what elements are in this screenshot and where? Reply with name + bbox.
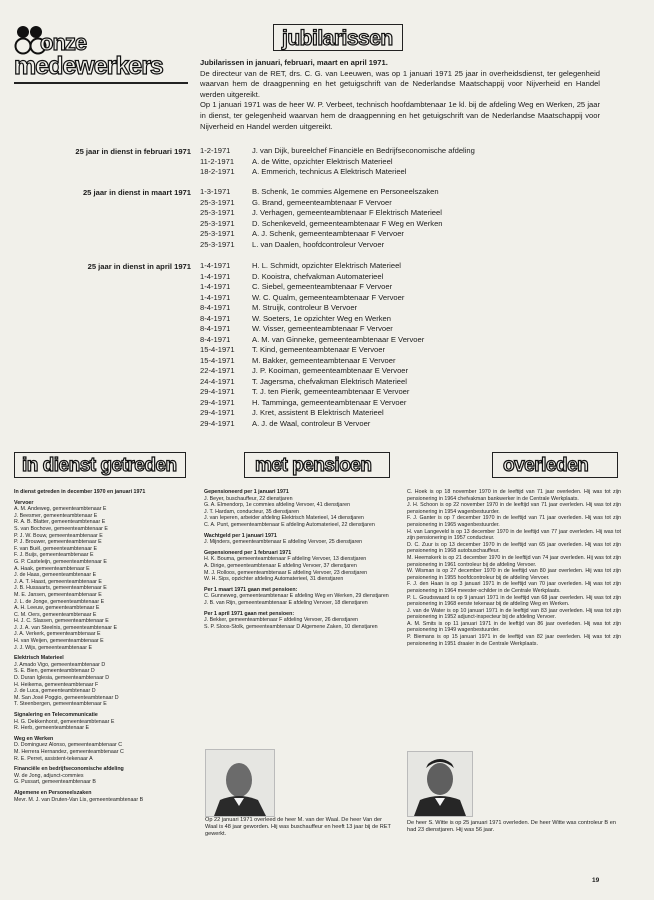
pension-entry: A. Dirige, gemeenteambtenaar E afdeling Vervoer, 37 dienstjaren [204, 562, 357, 569]
staff-entry: H. Heikema, gemeenteambtenaar F [14, 681, 99, 688]
jubilee-date: 29-4-1971 [200, 387, 235, 396]
jubilee-name: B. Schenk, 1e commies Algemene en Personeelszaken [252, 187, 439, 196]
group-subheading: Vervoer [14, 499, 34, 506]
group-heading: Gepensioneerd per 1 februari 1971 [204, 549, 292, 556]
obituary-entry: D. C. Zuur is op 13 december 1970 in de leeftijd van 65 jaar overleden. Hij was tot zijn pensionering in 1968 autobuschauffeur. [407, 541, 621, 555]
jubilee-name: T. J. ten Pierik, gemeenteambtenaar E Vervoer [252, 387, 410, 396]
overleden-header [492, 452, 618, 478]
staff-entry: G. P. Casteleijn, gemeenteambtenaar E [14, 558, 107, 565]
pension-entry: M. J. Rolloos, gemeenteambtenaar E afdeling Vervoer, 23 dienstjaren [204, 569, 368, 576]
jubilee-row [200, 261, 424, 272]
jubilee-row [200, 293, 424, 304]
jubilee-date: 8-4-1971 [200, 324, 231, 333]
jubilee-date: 1-4-1971 [200, 292, 231, 302]
jubilee-row [200, 387, 424, 398]
jubilee-name: W. Visser, gemeenteambtenaar F Vervoer [252, 324, 393, 333]
jubilee-name: C. Siebel, gemeenteambtenaar F Vervoer [252, 282, 393, 291]
staff-entry: J. Amado Vigo, gemeenteambtenaar D [14, 661, 106, 668]
jubilee-row [200, 345, 424, 356]
jubilee-date: 8-4-1971 [200, 334, 231, 344]
jubilee-row [200, 377, 424, 388]
jubilee-date: 25-3-1971 [200, 218, 235, 228]
group-heading: Elektrisch Materieel [14, 655, 64, 662]
staff-entry: J. A. Verkerk, gemeenteambtenaar E [14, 631, 101, 638]
pension-entry: J. T. Hardam, conducteur, 35 dienstjaren [204, 508, 300, 515]
jubilee-row [200, 303, 424, 314]
group-heading: Financiële en bedrijfseconomische afdeling [14, 766, 124, 773]
obituary-entry: J. H. Schoon is op 22 november 1970 in de leeftijd van 71 jaar overleden. Hij was tot zijn pensionering in 1954 wagenbestuurder. [407, 502, 621, 515]
staff-entry: R. A. B. Blatter, gemeenteambtenaar E [14, 519, 106, 526]
group-heading: Per 1 maart 1971 gaan met pensioen: [204, 586, 298, 593]
intro-heading: Jubilarissen in januari, februari, maart en april 1971. [200, 58, 388, 67]
pension-entry: J. van Ieperen, arbeider afdeling Elektrisch Materieel, 14 dienstjaren [204, 515, 364, 522]
pension-entry: S. P. Sloos-Stolk, gemeenteambtenaar D Algemene Zaken, 10 dienstjaren [204, 623, 378, 630]
portrait-man-icon [408, 752, 472, 816]
jubilee-date: 22-4-1971 [200, 366, 235, 375]
staff-entry: M. Herrera Hernandez, gemeenteambtenaar C [14, 748, 124, 755]
in-dienst-header [14, 452, 186, 478]
group-heading: Weg en Werken [14, 735, 54, 742]
jubilee-row [200, 366, 424, 377]
portrait-witte [407, 751, 473, 817]
staff-entry: J. de Luca, gemeenteambtenaar D [14, 688, 96, 695]
staff-entry: M. E. Jansen, gemeenteambtenaar E [14, 591, 102, 598]
staff-entry: A. Haak, gemeenteambtenaar E [14, 565, 90, 572]
staff-entry: H. J. C. Slassen, gemeenteambtenaar E [14, 618, 109, 625]
caption-right: De heer S. Witte is op 25 januari 1971 overleden. De heer Witte was controleur B en had 23 dienstjaren. Hij was 56 jaar. [407, 820, 616, 833]
jubilee-date: 11-2-1971 [200, 156, 235, 166]
staff-entry: J. Beesmer, gemeenteambtenaar E [14, 512, 98, 519]
logo-underline [14, 82, 188, 84]
jubilee-row [200, 240, 443, 251]
jubilee-name: A. Emmerich, technicus A Elektrisch Materieel [252, 167, 407, 176]
staff-entry: J. de Haas, gemeenteambtenaar E [14, 572, 97, 579]
jubilee-row [200, 208, 443, 219]
staff-entry: M. San José Poggio, gemeenteambtenaar D [14, 694, 119, 701]
staff-entry: R. E. Perret, assistent-tekenaar A [14, 755, 93, 762]
jubilee-name: J. Kret, assistent B Elektrisch Materieel [252, 408, 384, 417]
jubilee-date: 8-4-1971 [200, 313, 231, 323]
jubilee-date: 24-4-1971 [200, 376, 235, 386]
intro-text [200, 58, 600, 132]
jubilee-name: L. van Daalen, hoofdcontroleur Vervoer [252, 239, 385, 249]
obituary-entry: P. L. Goudswaard is op 9 januari 1971 in de leeftijd van 68 jaar overleden. Hij was tot zijn pensionering in 1968 eerste tekenaar bij de afdeling Weg en Werken. [407, 594, 621, 608]
section-label-mar: 25 jaar in dienst in maart 1971 [82, 188, 191, 197]
page-number: 19 [592, 877, 600, 884]
jubilee-name: M. Struijk, controleur B Vervoer [252, 303, 358, 312]
jubilee-name: J. van Dijk, bureelchef Financiële en Bedrijfseconomische afdeling [252, 146, 475, 155]
jubilee-date: 15-4-1971 [200, 355, 235, 365]
onze-medewerkers-logo [14, 24, 188, 86]
jubilee-name: D. Schenkeveld, gemeenteambtenaar F Weg en Werken [252, 218, 443, 228]
overleden-title: overleden [503, 455, 589, 476]
obituary-entry: H. van Langeveld is op 13 december 1970 in de leeftijd van 77 jaar overleden. Hij was tot zijn pensionering in 1957 conducteur. [407, 528, 621, 542]
logo-line1: onze [40, 30, 87, 55]
staff-entry: A. M. Andeweg, gemeenteambtenaar E [14, 506, 107, 513]
staff-entry: G. Pussart, gemeenteambtenaar B [14, 779, 96, 786]
staff-entry: H. van Weijen, gemeenteambtenaar E [14, 638, 104, 645]
jubilee-list-mar [200, 187, 443, 250]
staff-entry: S. van Bochove, gemeenteambtenaar E [14, 525, 108, 532]
jubilee-date: 29-4-1971 [200, 397, 235, 407]
obituary-entry: P. Biemans is op 15 januari 1971 in de leeftijd van 82 jaar overleden. Hij was tot zijn pensionering in 1951 draaier in de Centrale Werkplaats. [407, 634, 621, 647]
section-label-feb: 25 jaar in dienst in februari 1971 [75, 147, 191, 156]
group-heading: In dienst getreden in december 1970 en januari 1971 [14, 489, 146, 495]
jubilee-row [200, 356, 424, 367]
obituary-entry: F. J. Ganter is op 7 december 1970 in de leeftijd van 71 jaar overleden. Hij was tot zijn pensionering in 1965 wagenbestuurder. [407, 515, 621, 528]
pensioen-title: met pensioen [255, 455, 372, 476]
staff-entry: J. J. Wijs, gemeenteambtenaar E [14, 644, 93, 651]
group-heading: Per 1 april 1971 gaan met pensioen: [204, 610, 295, 617]
intro-paragraph-2: Op 1 januari 1971 was de heer W. P. Verbeet, technisch hoofdambtenaar 1e kl. bij de afdeling Weg en Werken, 25 jaar in dienst, ter gelegenheid waarvan hem de draagpenning en het getuigschrift van de Nederlandse Maatschappij voor Nijverheid en Handel werden uitgereikt. [200, 100, 600, 131]
staff-entry: J. B. Hussaarts, gemeenteambtenaar E [14, 585, 107, 592]
staff-entry: C. M. Oers, gemeenteambtenaar E [14, 611, 97, 618]
group-heading: Wachtgeld per 1 januari 1971 [204, 532, 277, 539]
staff-entry: D. Dominguez Alonso, gemeenteambtenaar C [14, 742, 123, 749]
obituary-entry: W. Wisman is op 27 december 1970 in de leeftijd van 80 jaar overleden. Hij was tot zijn pensionering in 1955 hoofdcontroleur bij de afdeling Vervoer. [407, 568, 621, 581]
jubilee-row [200, 157, 475, 168]
in-dienst-column [14, 489, 204, 803]
staff-entry: J. J. A. van Steelnis, gemeenteambtenaar E [14, 624, 118, 631]
jubilee-row [200, 398, 424, 409]
jubilee-name: H. Tamminga, gemeenteambtenaar E Vervoer [252, 397, 407, 407]
jubilee-date: 1-4-1971 [200, 282, 231, 291]
jubilee-date: 1-2-1971 [200, 146, 231, 155]
jubilee-date: 8-4-1971 [200, 303, 231, 312]
group-heading: Algemene en Personeelszaken [14, 789, 92, 796]
in-dienst-title: in dienst getreden [22, 455, 177, 476]
jubilee-row [200, 282, 424, 293]
section-label-apr: 25 jaar in dienst in april 1971 [87, 262, 191, 271]
jubilee-name: J. P. Kooiman, gemeenteambtenaar E Vervoer [252, 366, 409, 375]
pensioen-header [244, 452, 390, 478]
jubilee-date: 1-4-1971 [200, 261, 231, 270]
jubilee-date: 18-2-1971 [200, 167, 235, 176]
staff-entry: J. A. T. Haast, gemeenteambtenaar E [14, 578, 102, 585]
jubilee-date: 25-3-1971 [200, 197, 235, 207]
jubilee-row [200, 335, 424, 346]
jubilee-date: 29-4-1971 [200, 418, 235, 428]
jubilee-row [200, 198, 443, 209]
jubilee-list-feb [200, 146, 475, 178]
jubilee-name: A. J. de Waal, controleur B Vervoer [252, 418, 371, 428]
overleden-column [407, 489, 621, 647]
jubilee-date: 1-3-1971 [200, 187, 231, 196]
jubilee-name: G. Brand, gemeenteambtenaar F Vervoer [252, 197, 392, 207]
jubilee-row [200, 408, 424, 419]
obituary-entry: J. van de Water is op 10 januari 1971 in de leeftijd van 83 jaar overleden. Hij was tot zijn pensionering in 1952 adjunct-inspecteur bij de afdeling Vervoer. [407, 607, 621, 621]
staff-entry: R. Herb, gemeenteambtenaar E [14, 725, 90, 732]
pension-entry: W. H. Sips, opzichter afdeling Automaterieel, 31 dienstjaren [204, 576, 344, 583]
jubilee-name: A. de Witte, opzichter Elektrisch Materieel [252, 156, 393, 166]
staff-entry: J. L. de Jonge, gemeenteambtenaar E [14, 598, 105, 605]
jubilee-date: 15-4-1971 [200, 345, 235, 354]
obituary-entry: C. Hoek is op 18 november 1970 in de leeftijd van 71 jaar overleden. Hij was tot zijn pensionering in 1964 chefvakman bankwerker in de Centrale Werkplaats. [407, 489, 621, 502]
jubilee-row [200, 146, 475, 157]
jubilee-name: T. Kind, gemeenteambtenaar E Vervoer [252, 345, 385, 354]
logo-line2: medewerkers [14, 52, 163, 80]
jubilee-date: 25-3-1971 [200, 229, 235, 238]
pension-entry: G. A. Elmendorp, 1e commies afdeling Vervoer, 41 dienstjaren [204, 502, 351, 509]
jubilarissen-header [273, 24, 403, 51]
jubilee-row [200, 219, 443, 230]
pension-entry: J. Beyer, buschauffeur, 22 dienstjaren [204, 495, 293, 502]
pension-entry: H. K. Bouma, gemeenteambtenaar F afdeling Vervoer, 13 dienstjaren [204, 556, 367, 563]
pension-entry: J. Mijnders, gemeenteambtenaar E afdeling Vervoer, 25 dienstjaren [204, 539, 363, 546]
jubilee-name: W. C. Qualm, gemeenteambtenaar F Vervoer [252, 292, 405, 302]
jubilee-list-apr [200, 261, 424, 429]
jubilee-row [200, 324, 424, 335]
pension-entry: J. Bekker, gemeenteambtenaar F afdeling Vervoer, 26 dienstjaren [204, 617, 358, 624]
obituary-entry: M. Heemskerk is op 21 december 1970 in de leeftijd van 74 jaar overleden. Hij was tot zijn pensionering in 1961 controleur bij de afdeling Vervoer. [407, 554, 621, 568]
pension-entry: C. A. Punt, gemeenteambtenaar E afdeling Automaterieel, 22 dienstjaren [204, 521, 375, 528]
jubilee-row [200, 187, 443, 198]
group-heading: Gepensioneerd per 1 januari 1971 [204, 489, 289, 495]
jubilee-name: A. M. van Ginneke, gemeenteambtenaar E Vervoer [252, 334, 425, 344]
staff-entry: D. Duran Iglesia, gemeenteambtenaar D [14, 675, 110, 682]
jubilee-name: W. Soeters, 1e opzichter Weg en Werken [252, 313, 392, 323]
jubilee-row [200, 167, 475, 178]
staff-entry: H. G. Dekkenhorst, gemeenteambtenaar E [14, 718, 115, 725]
pension-entry: J. B. van Rijn, gemeenteambtenaar E afdeling Vervoer, 18 dienstjaren [204, 599, 368, 606]
jubilee-date: 1-4-1971 [200, 271, 231, 281]
staff-entry: P. J. Brouwer, gemeenteambtenaar E [14, 539, 102, 546]
obituary-entry: F. J. den Haan is op 3 januari 1971 in de leeftijd van 70 jaar overleden. Hij was tot zijn pensionering in 1964 meester-schilder in de Centrale Werkplaats. [407, 581, 621, 594]
jubilee-name: M. Bakker, gemeenteambtenaar E Vervoer [252, 355, 396, 365]
jubilee-name: D. Kooistra, chefvakman Automaterieel [252, 271, 384, 281]
jubilee-date: 29-4-1971 [200, 408, 235, 417]
group-heading: Signalering en Telecommunicatie [14, 712, 98, 718]
staff-entry: F. J. Buijs, gemeenteambtenaar E [14, 552, 94, 559]
jubilee-name: H. L. Schmidt, opzichter Elektrisch Materieel [252, 261, 401, 270]
jubilee-date: 25-3-1971 [200, 208, 235, 217]
portrait-man-icon [206, 750, 274, 816]
obituary-entry: A. M. Smits is op 11 januari 1971 in de leeftijd van 86 jaar overleden. Hij was tot zijn pensionering in 1949 wagenbestuurder. [407, 620, 621, 634]
staff-entry: S. E. Bien, gemeenteambtenaar D [14, 668, 95, 675]
staff-entry: T. Steenbergen, gemeenteambtenaar E [14, 701, 107, 708]
jubilee-name: A. J. Schenk, gemeenteambtenaar F Vervoer [252, 229, 404, 238]
jubilarissen-title: jubilarissen [282, 27, 393, 50]
staff-entry: F. van Buël, gemeenteambtenaar E [14, 545, 98, 552]
jubilee-name: J. Verhagen, gemeenteambtenaar F Elektrisch Materieel [252, 208, 442, 217]
caption-left: Op 22 januari 1971 overleed de heer M. van der Waal. De heer Van der Waal is 48 jaar geworden. Hij was buschauffeur en heeft 13 jaar bij de RET gewerkt. [205, 817, 391, 837]
pension-entry: C. Gunneweg, gemeenteambtenaar E afdeling Weg en Werken, 29 dienstjaren [204, 593, 389, 600]
jubilee-row [200, 419, 424, 430]
jubilee-name: T. Jagersma, chefvakman Elektrisch Materieel [252, 376, 407, 386]
staff-entry: P. J. W. Bouw, gemeenteambtenaar E [14, 532, 103, 539]
portrait-van-der-waal [205, 749, 275, 817]
jubilee-row [200, 314, 424, 325]
pensioen-column [204, 489, 392, 630]
staff-entry: W. de Jong, adjunct-commies [14, 772, 84, 779]
intro-paragraph-1: De directeur van de RET, drs. C. G. van Leeuwen, was op 1 januari 1971 25 jaar in overheidsdienst, ter gelegenheid waarvan hem de draagpenning en het getuigschrift van de Nederlandse Maatschappij voor Nijverheid en Handel werden uitgereikt. [200, 68, 600, 99]
staff-entry: A. H. Leeuw, gemeenteambtenaar E [14, 605, 100, 612]
staff-entry: Mevr. M. J. van Druten-Van Lis, gemeenteambtenaar B [14, 796, 144, 803]
jubilee-row [200, 229, 443, 240]
jubilee-date: 25-3-1971 [200, 239, 235, 249]
jubilee-row [200, 272, 424, 283]
